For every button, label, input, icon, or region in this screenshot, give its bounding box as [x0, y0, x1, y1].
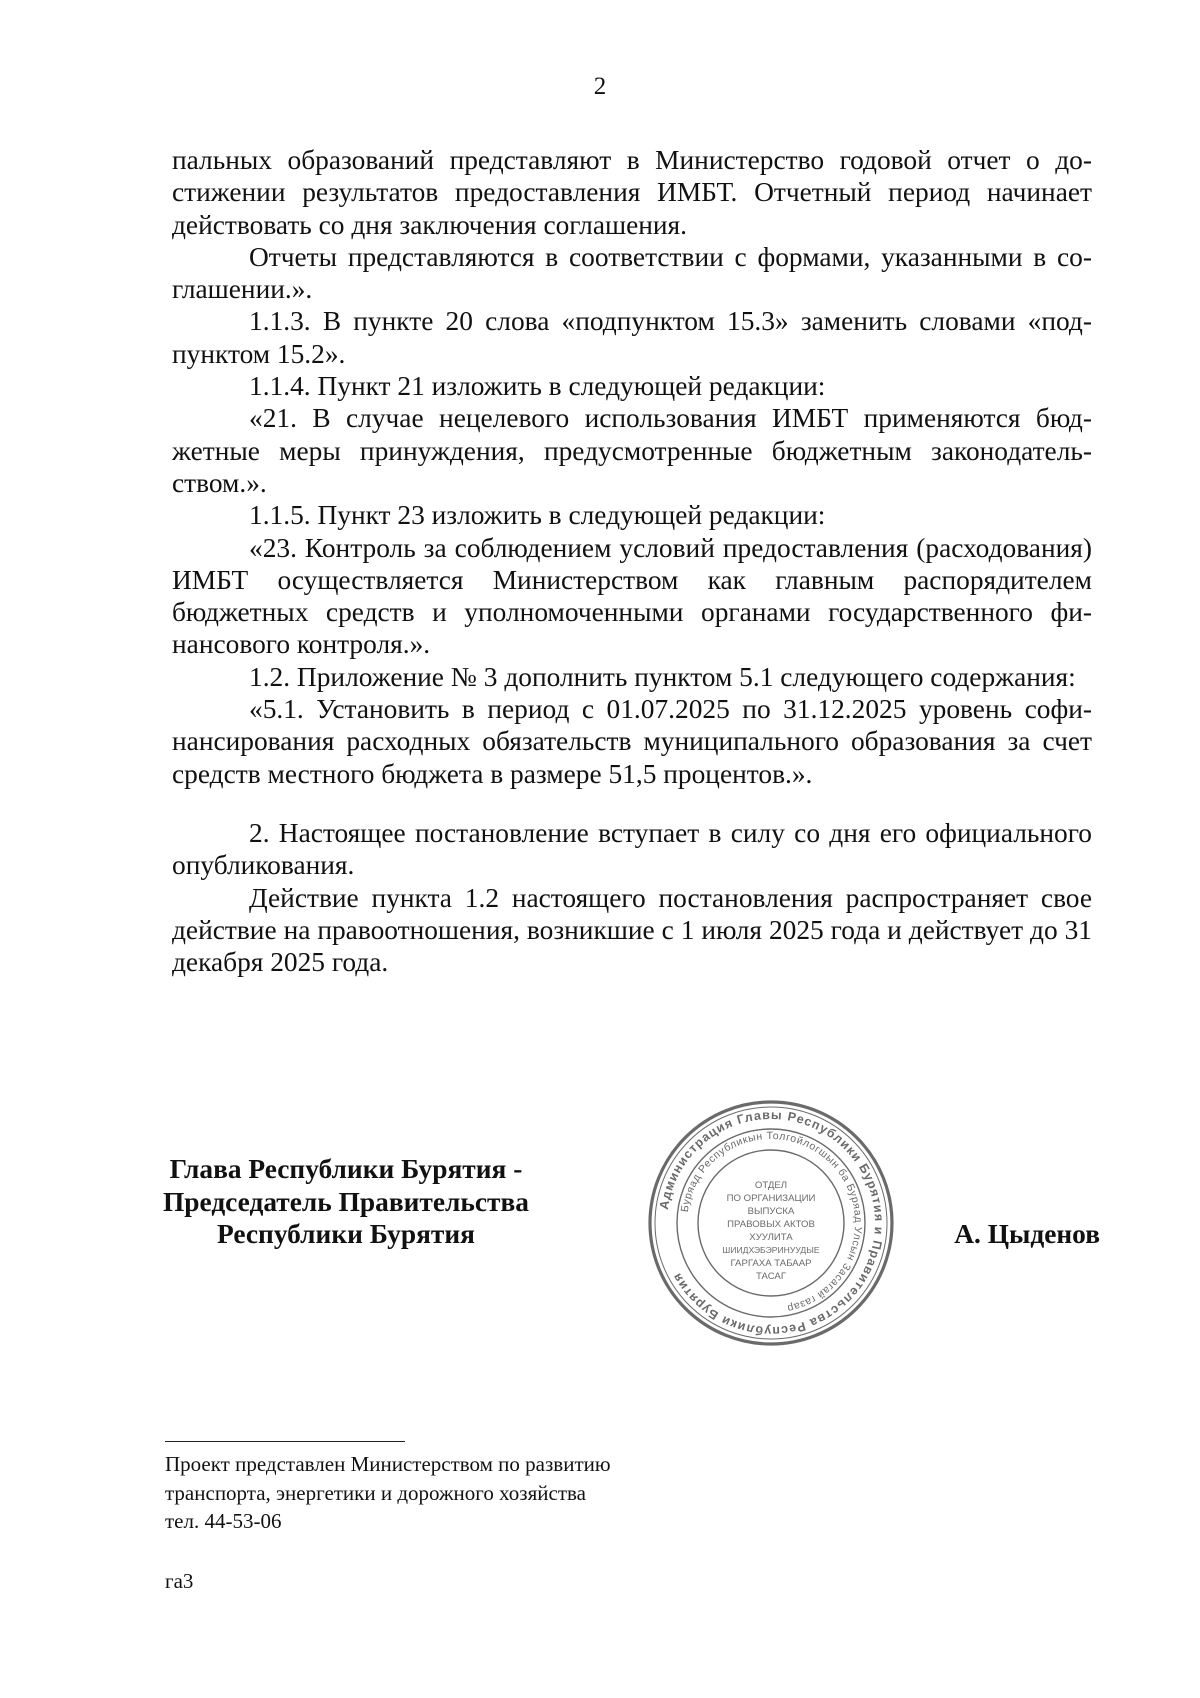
paragraph-report-forms: Отчеты представляются в соответствии с формами, указанными в соглашении.».: [172, 241, 1092, 305]
paragraph-item-23: «23. Контроль за соблюдением условий предоставления (расходования) ИМБТ осуществляется Министерством как главным распорядителем бюджетных средств и уполномоченными органами государственного финансового контроля.».: [172, 532, 1092, 660]
signature-title-line: Председатель Правительства: [162, 1186, 529, 1217]
paragraph-clause-1-1-4: 1.1.4. Пункт 21 изложить в следующей редакции:: [249, 371, 826, 402]
stamp-outer-text: Администрация Главы Республики Бурятия и Правительства Республики Бурятия: [656, 1107, 887, 1339]
footnote: [165, 1450, 865, 1536]
paragraph-clause-1-2: 1.2. Приложение № 3 дополнить пунктом 5.1 следующего содержания:: [249, 661, 1076, 692]
paragraph-entry-into-force: 2. Настоящее постановление вступает в силу со дня его официального опубликования.: [172, 817, 1092, 881]
signature-title: [146, 1153, 546, 1251]
stamp-center-line: ШИИДХЭБЭРИНУУДЫЕ: [722, 1245, 820, 1255]
paragraph-item-21: «21. В случае нецелевого использования ИМБТ применяются бюджетные меры принуждения, предусмотренные бюджетным законодательством.».: [172, 403, 1092, 498]
paragraph-clause-1-1-3: 1.1.3. В пункте 20 слова «подпунктом 15.3» заменить словами «подпунктом 15.2».: [172, 306, 1092, 369]
stamp-center-line: ВЫПУСКА: [747, 1206, 795, 1217]
footnote-phone: тел. 44-53-06: [165, 1509, 282, 1533]
stamp-center-line: ГАРГАХА ТАБААР: [730, 1258, 812, 1269]
signature-title-line: Республики Бурятия: [217, 1219, 475, 1249]
stamp-center-line: ПО ОРГАНИЗАЦИИ: [726, 1193, 816, 1204]
footnote-line: транспорта, энергетики и дорожного хозяйства: [165, 1480, 586, 1505]
paragraph-reporting: пальных образований представляют в Министерство годовой отчет о достижении результатов предоставления ИМБТ. Отчетный период начинает действовать со дня заключения соглашения.: [172, 145, 1092, 240]
signer-name: А. Цыденов: [954, 1219, 1100, 1249]
paragraph-clause-1-1-5: 1.1.5. Пункт 23 изложить в следующей редакции:: [249, 500, 826, 531]
official-stamp: [646, 1098, 896, 1348]
stamp-center-line: ОТДЕЛ: [754, 1180, 788, 1191]
paragraph-effect-period: Действие пункта 1.2 настоящего постановления распространяет свое действие на правоотношения, возникшие с 1 июля 2025 года и действует до 31 декабря 2025 года.: [172, 882, 1092, 978]
stamp-center-line: ПРАВОВЫХ АКТОВ: [727, 1219, 815, 1230]
stamp-center-text: [722, 1180, 819, 1282]
stamp-center-line: ХУУЛИТА: [749, 1232, 793, 1243]
stamp-inner-text: Буряад Республикын Толгойлогшын ба Буряад Улсын Засагай газар: [678, 1129, 865, 1315]
document-body: [172, 144, 1092, 978]
stamp-center-line: ТАСАГ: [755, 1271, 787, 1282]
document-code: га3: [165, 1569, 194, 1593]
signature-title-line: Глава Республики Бурятия -: [169, 1154, 523, 1184]
paragraph-item-5-1: «5.1. Установить в период с 01.07.2025 по 31.12.2025 уровень софинансирования расходных обязательств муниципального образования за счет средств местного бюджета в размере 51,5 процентов.».: [172, 694, 1092, 789]
footnote-divider: [165, 1441, 405, 1442]
footnote-line: Проект представлен Министерством по развитию: [165, 1452, 611, 1476]
page-number: 2: [593, 73, 607, 100]
